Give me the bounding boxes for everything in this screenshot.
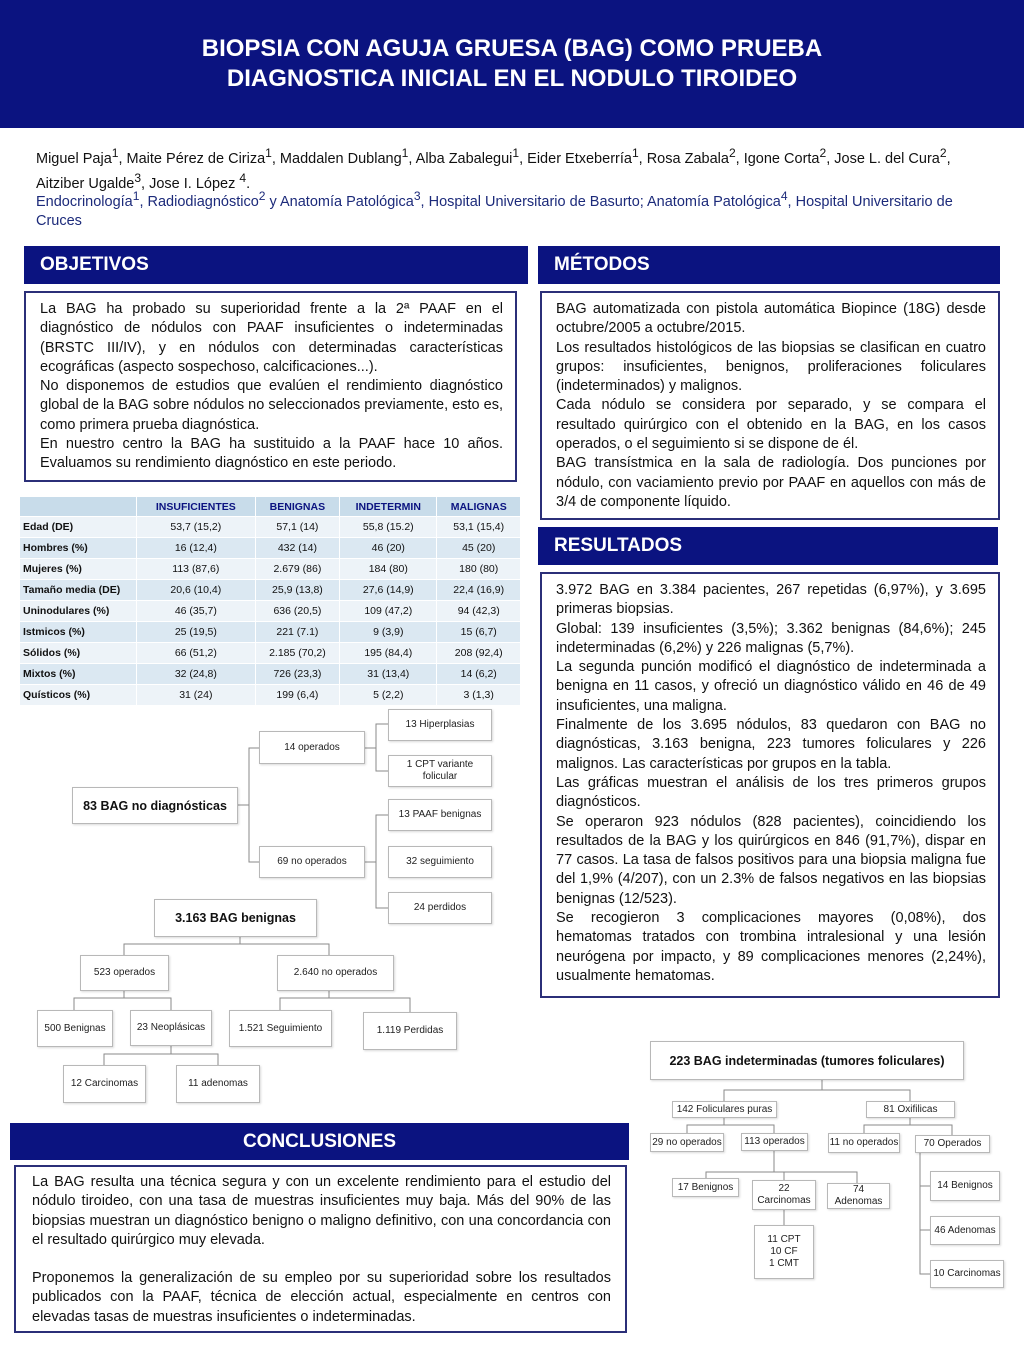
row-label: Edad (DE) [20,517,137,538]
tree2-seguimiento: 1.521 Seguimiento [229,1010,332,1047]
table-cell: 20,6 (10,4) [137,580,256,601]
tree2-carcinomas: 12 Carcinomas [63,1065,146,1103]
table-header-cell: MALIGNAS [437,497,521,517]
table-cell: 46 (20) [340,538,437,559]
tree2-neoplasicas: 23 Neoplásicas [130,1010,212,1046]
tree2-operados: 523 operados [80,955,169,991]
table-header-cell: INDETERMIN [340,497,437,517]
resultados-p7: Se recogieron 3 complicaciones mayores (0,08%), dos hematomas tratados con trombina intralesional y una lesión neurógena por impacto, y 89 complicaciones menores (2,24%), usualmente hematomas. [556,910,986,984]
tree1-no-operados: 69 no operados [259,846,365,878]
table-header-cell: BENIGNAS [255,497,339,517]
table-header-cell: INSUFICIENTES [137,497,256,517]
tree3-benignos-14: 14 Benignos [930,1171,1000,1201]
row-label: Istmicos (%) [20,622,137,643]
tree3-operados-70: 70 Operados [915,1135,990,1153]
table-cell: 45 (20) [437,538,521,559]
table-cell: 208 (92,4) [437,643,521,664]
title-line-2: DIAGNOSTICA INICIAL EN EL NODULO TIROIDEO [226,65,798,92]
tree3-cf: 10 CF [770,1246,798,1257]
table-cell: 32 (24,8) [137,664,256,685]
tree3-benignos-17: 17 Benignos [672,1178,739,1197]
table-cell: 15 (6,7) [437,622,521,643]
conclusiones-p1: La BAG resulta una técnica segura y con un excelente rendimiento para el estudio del nódulo tiroideo, con una tasa de muestras insuficientes muy baja. Más del 90% de las biopsias muestran un diagnóstico benigno o maligno definitivo, con una concordancia con el resultado quirúrgico muy elevada. [32,1174,611,1248]
resultados-p5: Las gráficas muestran el análisis de los tres primeros grupos diagnósticos. [556,774,986,811]
tree2-adenomas: 11 adenomas [176,1065,260,1103]
tree3-carcinomas-22-label: Carcinomas [757,1195,811,1206]
metodos-p1: BAG automatizada con pistola automática Biopince (18G) desde octubre/2005 a octubre/2015. [556,301,986,337]
tree3-oxifilicas: 81 Oxifilicas [866,1101,955,1118]
resultados-p6: Se operaron 923 nódulos (828 pacientes), coincidiendo los resultados de la BAG y los quirúrgicos en 846 (91,7%), dispar en 77 casos. La tasa de falsos positivos para una biopsia maligna fue del 1,9% (4/207), con un 2.3% de falsos negativos en las biopsias benignas (12/523). [556,813,986,907]
tree3-no-operados-11: 11 no operados [828,1133,900,1153]
row-label: Quísticos (%) [20,685,137,706]
tree3-carcinomas-10: 10 Carcinomas [930,1260,1004,1288]
metodos-p2: Los resultados histológicos de las biopsias se clasifican en cuatro grupos: insuficientes, benignos, proliferaciones foliculares (indeterminados) y malignos. [556,339,986,395]
tree2-benignas: 500 Benignas [37,1010,113,1047]
table-cell: 180 (80) [437,559,521,580]
row-label: Uninodulares (%) [20,601,137,622]
table-cell: 636 (20,5) [255,601,339,622]
metodos-heading: MÉTODOS [538,246,1000,284]
table-cell: 726 (23,3) [255,664,339,685]
table-cell: 9 (3,9) [340,622,437,643]
resultados-p3: La segunda punción modificó el diagnóstico de indeterminada a benigna en 11 casos, y ofreció un diagnóstico válido en 46 de 49 insuficientes, una maligna. [556,659,986,714]
table-cell: 16 (12,4) [137,538,256,559]
resultados-p2: Global: 139 insuficientes (3,5%); 3.362 benignas (84,6%); 245 indeterminadas (6,2%) y 226 malignas (5,7%). [556,620,986,656]
objetivos-p2: No disponemos de estudios que evalúen el rendimiento diagnóstico global de la BAG sobre nódulos no seleccionados previamente, esto es, como primera prueba diagnóstica. [40,378,503,433]
tree1-hiperplasias: 13 Hiperplasias [388,709,492,741]
objetivos-heading: OBJETIVOS [24,246,528,284]
tree2-root: 3.163 BAG benignas [154,899,317,937]
tree3-cpt: 11 CPT [767,1234,801,1245]
table-cell: 195 (84,4) [340,643,437,664]
table-cell: 3 (1,3) [437,685,521,706]
table-cell: 2.679 (86) [255,559,339,580]
resultados-p1: 3.972 BAG en 3.384 pacientes, 267 repetidas (6,97%), y 3.695 primeras biopsias. [556,582,986,618]
tree1-seguimiento: 32 seguimiento [388,846,492,878]
table-cell: 221 (7.1) [255,622,339,643]
table-cell: 94 (42,3) [437,601,521,622]
table-cell: 57,1 (14) [255,517,339,538]
row-label: Mujeres (%) [20,559,137,580]
tree1-paaf-benignas: 13 PAAF benignas [388,799,492,831]
tree3-carcinomas-22-count: 22 [778,1183,790,1194]
table-cell: 31 (13,4) [340,664,437,685]
title-line-1: BIOPSIA CON AGUJA GRUESA (BAG) COMO PRUEBA [201,35,823,62]
tree3-foliculares: 142 Foliculares puras [672,1101,777,1118]
metodos-p3: Cada nódulo se considera por separado, y se compara el resultado quirúrgico con el obtenido en la BAG, en los casos operados, o el seguimiento si se dispone de él. [556,397,986,453]
row-label: Mixtos (%) [20,664,137,685]
tree1-cpt: 1 CPT variante folicular [388,755,492,787]
table-cell: 14 (6,2) [437,664,521,685]
resultados-p4: Finalmente de los 3.695 nódulos, 83 quedaron con BAG no diagnósticas, 3.163 benigna, 223 tumores foliculares y 226 malignos. Las características por grupos en la tabla. [556,717,986,772]
tree3-adenomas-46: 46 Adenomas [930,1216,1000,1245]
tree2-no-operados: 2.640 no operados [277,955,394,991]
tree3-carcinoma-types [754,1225,814,1279]
tree3-operados-113: 113 operados [741,1133,808,1151]
affiliations: Endocrinología$^1$, Radiodiagnóstico$^2$ y Anatomía Patológica$^3$, Hospital Universitario de Basurto; Anatomía Patológica$^4$, Hospital Universitario de Cruces [36,189,953,229]
table-cell: 22,4 (16,9) [437,580,521,601]
table-cell: 55,8 (15.2) [340,517,437,538]
table-cell: 27,6 (14,9) [340,580,437,601]
table-cell: 5 (2,2) [340,685,437,706]
table-cell: 53,1 (15,4) [437,517,521,538]
tree2-perdidas: 1.119 Perdidas [363,1012,457,1050]
row-label: Sólidos (%) [20,643,137,664]
objetivos-p1: La BAG ha probado su superioridad frente a la 2ª PAAF en el diagnóstico de nódulos con PAAF insuficientes o indeterminadas (BRSTC III/IV), y en nódulos con determinadas características ecográficas (aspecto sospechoso, calcificaciones...). [40,301,503,375]
conclusiones-p2: Proponemos la generalización de su empleo por su superioridad sobre los resultados publicados con la PAAF, técnica de elección actual, especialmente en centros con elevadas tasas de muestras insuficientes o indeterminadas. [32,1270,611,1325]
tree3-root: 223 BAG indeterminadas (tumores foliculares) [650,1041,964,1080]
tree3-no-operados-29: 29 no operados [650,1133,724,1152]
conclusiones-heading: CONCLUSIONES [10,1123,629,1160]
table-cell: 109 (47,2) [340,601,437,622]
table-cell: 184 (80) [340,559,437,580]
table-cell: 2.185 (70,2) [255,643,339,664]
table-cell: 199 (6,4) [255,685,339,706]
tree3-carcinomas-22 [752,1180,816,1210]
table-cell: 25 (19,5) [137,622,256,643]
row-label: Hombres (%) [20,538,137,559]
row-label: Tamaño media (DE) [20,580,137,601]
conclusiones-box [14,1165,627,1333]
authors: Miguel Paja$^1$, Maite Pérez de Ciriza$^1$, Maddalen Dublang$^1$, Alba Zabalegui$^1$, Eider Etxeberría$^1$, Rosa Zabala$^2$, Igone Corta$^2$, Jose L. del Cura$^2$, Aitziber Ugalde$^3$, Jose I. López $^4$. [36,146,951,192]
table-cell: 46 (35,7) [137,601,256,622]
table-cell: 53,7 (15,2) [137,517,256,538]
tree1-perdidos: 24 perdidos [388,892,492,924]
objetivos-p3: En nuestro centro la BAG ha sustituido a la PAAF hace 10 años. Evaluamos su rendimiento diagnóstico en este periodo. [40,436,503,472]
tree1-operados: 14 operados [259,731,365,764]
metodos-p4: BAG transístmica en la sala de radiología. Dos punciones por nódulo, con vaciamiento previo por PAAF en aquellos con más de 3/4 de componente líquido. [556,455,986,510]
resultados-heading: RESULTADOS [538,527,998,565]
tree3-adenomas-74: 74 Adenomas [827,1183,890,1209]
tree3-cmt: 1 CMT [769,1258,799,1269]
table-cell: 113 (87,6) [137,559,256,580]
table-cell: 432 (14) [255,538,339,559]
tree1-root: 83 BAG no diagnósticas [72,787,238,824]
table-cell: 31 (24) [137,685,256,706]
table-cell: 66 (51,2) [137,643,256,664]
table-cell: 25,9 (13,8) [255,580,339,601]
